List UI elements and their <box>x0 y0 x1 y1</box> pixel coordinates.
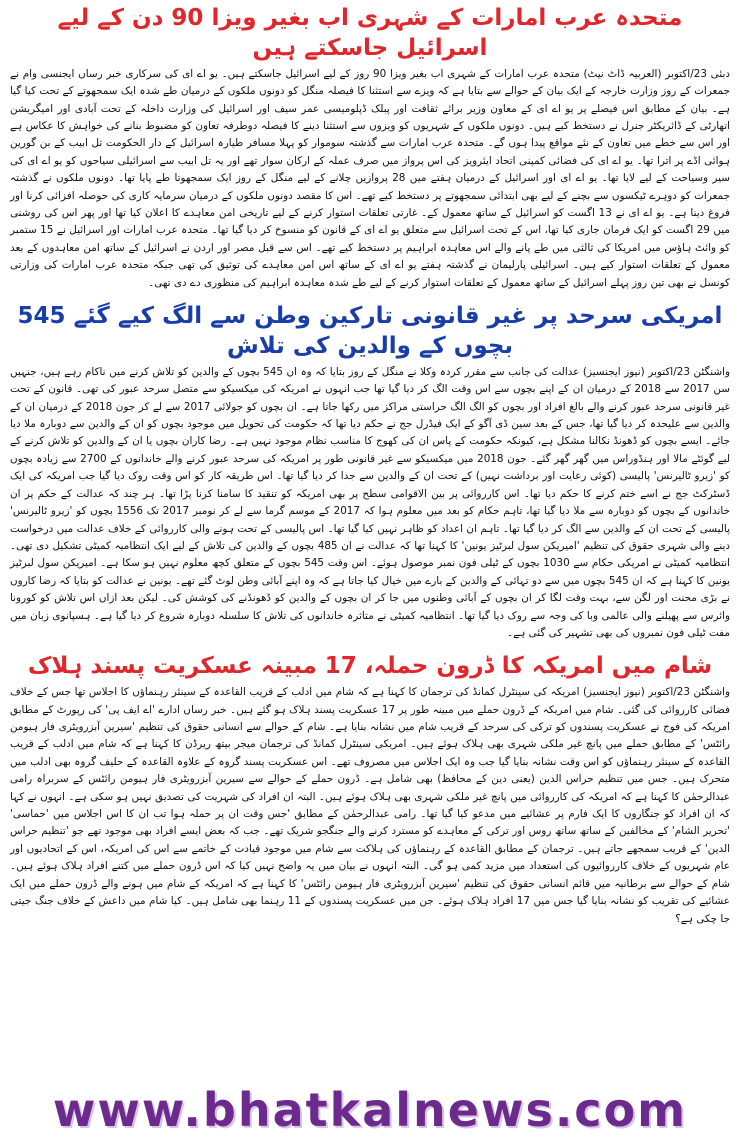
article-2-headline: امریکی سرحد پر غیر قانونی تارکین وطن سے الگ کیے گئے 545 بچوں کے والدین کی تلاش <box>17 303 723 359</box>
site-url-watermark[interactable]: www.bhatkalnews.com <box>52 1083 688 1137</box>
article-2-body: واشنگٹن 23/اکتوبر (نیوز ایجنسیز) عدالت کی جانب سے مقرر کردہ وکلا نے منگل کے روز بتایا کہ وہ ان 545 بچوں کے والدین کو تلاش کرنے میں ناکام رہے ہیں، جنہیں سن 2017 سے 2018 کے درمیان ان کے اپنے بچوں سے اس وقت الگ کر دیا گیا تھا جب انہوں نے امریکہ کی میکسیکو سے متصل سرحد عبور کی تھی۔ قانون کے تحت غیر قانونی سرحد عبور کرنے والے بالغ افراد اور بچوں کو الگ الگ حراستی مراکز میں رکھا جاتا ہے۔ ان بچوں کو جولائی 2017 سے لے کر جون 2018 کے درمیان ان کے والدین سے علیحدہ کر دیا گیا تھا، جس کے بعد سین ڈی آگو کے ایک فیڈرل جج نے حکم دیا تھا کہ حکومت کی تحویل میں موجود بچوں کو ان کے والدین سے دوبارہ ملا دیا جائے۔ ایسے بچوں کو ڈھونڈ نکالنا مشکل ہے، کیونکہ حکومت کے پاس ان کی کھوج کا مناسب نظام موجود نہیں ہے۔ رضا کاران بچوں یا ان کے والدین کو تلاش کرنے کے لیے گوئٹے مالا اور ہنڈوراس میں گھر گھر گئے۔ جون 2018 میں میکسیکو سے غیر قانونی طور پر امریکہ کی سرحد عبور کرنے والے خاندانوں کے 2700 سے زیادہ بچوں کو 'زیرو ٹالیرنس' پالیسی (کوئی رعایت اور برداشت نہیں) کے تحت ان کے والدین سے جدا کر دیا گیا تھا۔ اس طریقہ کار کو اس وقت روک دیا گیا جب امریکہ کی ایک ڈسٹرکٹ جج نے اسے ختم کرنے کا حکم دیا تھا۔ اس کارروائی پر بین الاقوامی سطح پر بھی امریکہ کو تنقید کا سامنا کرنا پڑا تھا۔ ہر چند کہ عدالت کے حکم پر ان خاندانوں کے بچوں کو دوبارہ سے ملا دیا گیا تھا، تاہم حکام کو بعد میں معلوم ہوا کہ 2017 کے موسم گرما سے لے کر نومبر 2017 تک 1556 بچوں کو 'زیرو ٹالیرنس' پالیسی کے تحت ان کے والدین سے الگ کر دیا گیا تھا۔ تاہم ان اعداد کو ظاہر نہیں کیا گیا تھا۔ اس پالیسی کے تحت ہونے والی کارروائی کے خلاف عدالت میں درخواست دینے والی شہری حقوق کی تنظیم 'امیریکن سول لبرٹیز یونین' کا کہنا تھا کہ عدالت نے ان 485 بچوں کے والدین کی تلاش کے لیے ایک انتظامیہ کمیٹی تشکیل دی تھی۔ انتظامیہ کمیٹی نے امریکی حکام سے 1030 بچوں کے ٹیلی فون نمبر موصول ہوئے۔ اس وقت 545 بچوں کے متعلق کچھ معلوم نہیں ہو سکا ہے۔ امیریکن سول لبرٹیز یونین کا کہنا ہے کہ ان 545 بچوں میں سے دو تہائی کے والدین کے بارے میں خیال کیا جاتا ہے کہ وہ اپنے آبائی وطن لوٹ گئے تھے۔ یونین نے عدالت کو بتایا کہ رضا کاروں نے بڑی محنت اور لگن سے، بہت وقت لگا کر ان بچوں کے آبائی وطنوں میں جا کر ان بچوں کے والدین کو ڈھونڈنے کی کوشش کی۔ لیکن بعد ازاں اس تلاش کو کورونا وائرس سے پھیلنے والی عالمی وبا کی وجہ سے روک دیا گیا تھا۔ انتظامیہ کمیٹی نے متاثرہ خاندانوں کی تلاش کا سلسلہ دوبارہ شروع کر دیا گیا ہے۔ ہسپانوی زبان میں مفت ٹیلی فون نمبروں کی بھی تشہیر کی گئی ہے۔ <box>10 365 731 639</box>
article-3-body: واشنگٹن 23/اکتوبر (نیوز ایجنسیز) امریکہ کی سینٹرل کمانڈ کی ترجمان کا کہنا ہے کہ شام میں ادلب کے قریب القاعدہ کے سینئر رہنماؤں کا اجلاس تھا جس کے خلاف فضائی کارروائی کی گئی۔ شام میں امریکہ کے ڈرون حملے میں مبینہ طور پر 17 عسکریت پسند ہلاک ہو گئے ہیں۔ خبر رساں ادارے 'اے ایف پی' کی رپورٹ کے مطابق امریکہ کی فوج نے عسکریت پسندوں کو ترکی کی سرحد کے قریب شام میں نشانہ بنایا ہے۔ شام کے حوالے سے انسانی حقوق کی تنظیم 'سیرین آبزرویٹری فار ہیومن رائٹس' کے مطابق حملے میں پانچ غیر ملکی شہری بھی ہلاک ہوئے ہیں۔ امریکی سینٹرل کمانڈ کی ترجمان میجر بیتھ ریرڈن کا کہنا ہے کہ شام میں ادلب کے قریب القاعدہ کے سینئر رہنماؤں کو اس وقت نشانہ بنایا گیا جب وہ ایک اجلاس میں مصروف تھے۔ اس عسکریت پسند گروہ کے علاوہ القاعدہ کے حلیف گروہ بھی ادلب میں متحرک ہیں۔ جس میں تنظیم حراس الدین (یعنی دین کے محافظ) بھی شامل ہے۔ ڈرون حملے کے حوالے سے سیرین آبزرویٹری فار ہیومن رائٹس کے سربراہ رامی عبدالرحمٰن کا کہنا ہے کہ امریکہ کی کارروائی میں پانچ غیر ملکی شہری بھی ہلاک ہوئے ہیں۔ البتہ ان افراد کی شہریت کی تصدیق نہیں ہو سکی ہے۔ انہوں نے کہا کہ ان افراد کو جنگاروں کا ایک فارم پر عشائیے میں مدعو کیا گیا تھا۔ رامی عبدالرحمٰن کے مطابق 'جس وقت ان پر حملہ ہوا تب ان کا اس اجلاس میں 'حماسی' 'تحریر الشام' کے مخالفین کے ساتھ ساتھ روس اور ترکی کے معاہدے کو مسترد کرنے والے جنگجو شریک تھے۔ جب کہ بعض ایسے افراد بھی موجود تھے جو 'تنظیم حراس الدین' کے قریب سمجھے جاتے ہیں۔ ترجمان کے مطابق القاعدہ کے رہنماؤں کی ہلاکت سے شام میں موجود قیادت کے خاتمے سے اس کی امریکہ، اس کے اتحادیوں اور عام شہریوں کے خلاف کارروائیوں کی استعداد میں مزید کمی ہو گی۔ البتہ انہوں نے بیان میں یہ واضح نہیں کیا کہ اس ڈرون حملے میں کتنے افراد ہلاک ہوئے ہیں۔ شام کے حوالے سے برطانیہ میں قائم انسانی حقوق کی تنظیم 'سیرین آبزرویٹری فار ہیومن رائٹس' کا کہنا ہے کہ امریکہ کے شام میں ہونے والے ڈرون حملے میں ایک عشائیے کی تقریب کو نشانہ بنایا گیا جس میں 17 افراد ہلاک ہوئے۔ جن میں عسکریت پسندوں کے 11 رہنما بھی شامل ہیں۔ کیا شام میں داعش کے خلاف جنگ جیتی جا چکی ہے؟ <box>10 686 730 925</box>
site-footer <box>0 1082 740 1138</box>
article-1-headline: متحدہ عرب امارات کے شہری اب بغیر ویزا 90 دن کے لیے اسرائیل جاسکتے ہیں <box>57 5 683 61</box>
article-3-headline: شام میں امریکہ کا ڈرون حملہ، 17 مبینہ عسکریت پسند ہلاک <box>27 653 713 680</box>
article-1-body: دبئی 23/اکتوبر (العربیہ ڈاٹ نیٹ) متحدہ عرب امارات کے شہری اب بغیر ویزا 90 روز کے لیے اسرائیل جاسکتے ہیں۔ یو اے ای کی سرکاری خبر رساں ایجنسی وام نے جمعرات کے روز وزارت خارجہ کے ایک بیان کے حوالے سے بتایا ہے کہ ویزے سے استثنا کا فیصلہ منگل کو دونوں ملکوں کے درمیان طے شدہ ایک سمجھوتے کے تحت کیا گیا ہے۔ بیان کے مطابق اس فیصلے پر یو اے ای کے معاون وزیر برائے ثقافت اور پبلک ڈپلومیسی عمر سیف اور اسرائیل کی وزارت داخلہ کے تحت آبادی اور امیگریشن اتھارٹی کے ڈائریکٹر جنرل نے دستخط کیے ہیں۔ دونوں ملکوں کے شہریوں کو ویزوں سے استثنا دینے کا فیصلہ دوطرفہ تعاون کو مضبوط بنانے کی خواہش کا عکاس ہے اور اس سے خطے میں تعاون کے نئے مواقع پیدا ہوں گے۔ متحدہ عرب امارات سے گذشتہ سوموار کو پہلا مسافر طیارہ اسرائیل کے دار الحکومت تل ابیب کے بن گورین ہوائی اڈے پر اترا تھا۔ یو اے ای کی فضائی کمپنی اتحاد ایئرویز کی اس پرواز میں صرف عملہ کے ارکان سوار تھے اور یہ تل ابیب سے اسرائیلی سیاحوں کو یو اے ای کی سیر وسیاحت کے لیے لایا تھا۔ یو اے ای اور اسرائیل کے درمیان ہفتے میں 28 پروازیں چلانے کے لیے منگل کے روز ایک سمجھوتا طے پایا تھا۔ دونوں ملکوں نے گذشتہ جمعرات کو دوہرے ٹیکسوں سے بچنے کے لیے بھی ابتدائی سمجھوتے پر دستخط کیے تھے۔ اس کا مقصد دونوں ملکوں کے درمیان سرمایہ کاری کی حوصلہ افزائی کرنا اور فروغ دینا ہے۔ یو اے ای نے 13 اگست کو اسرائیل کے ساتھ معمول کے۔ غارتی تعلقات استوار کرنے کے لیے تاریخی امن معاہدے کا اعلان کیا تھا اور پھر اس کی روشنی میں 29 اگست کو ایک فرمان جاری کیا تھا، اس کے تحت اسرائیل سے متعلق یو اے ای کے قانون کو منسوخ کر دیا گیا تھا۔ متحدہ عرب امارات اور اسرائیل نے 15 ستمبر کو وائٹ ہاؤس میں امریکا کی ثالثی میں طے پانے والے اس معاہدہ ابراہیم پر دستخط کیے تھے۔ اس سے قبل مصر اور اردن نے اسرائیل کے ساتھ امن معاہدوں کے بعد معمول کے تعلقات استوار کیے ہیں۔ اسرائیلی پارلیمان نے گذشتہ ہفتے یو اے ای کے ساتھ اس امن معاہدے کی توثیق کی تھی جبکہ متحدہ عرب امارات کی وزارتی کونسل نے بھی تین روز پہلے اسرائیل کے ساتھ معمول کے تعلقات استوار کرنے کے لیے طے شدہ معاہدہ ابراہیم کی منظوری دے دی تھی۔ <box>10 67 730 289</box>
